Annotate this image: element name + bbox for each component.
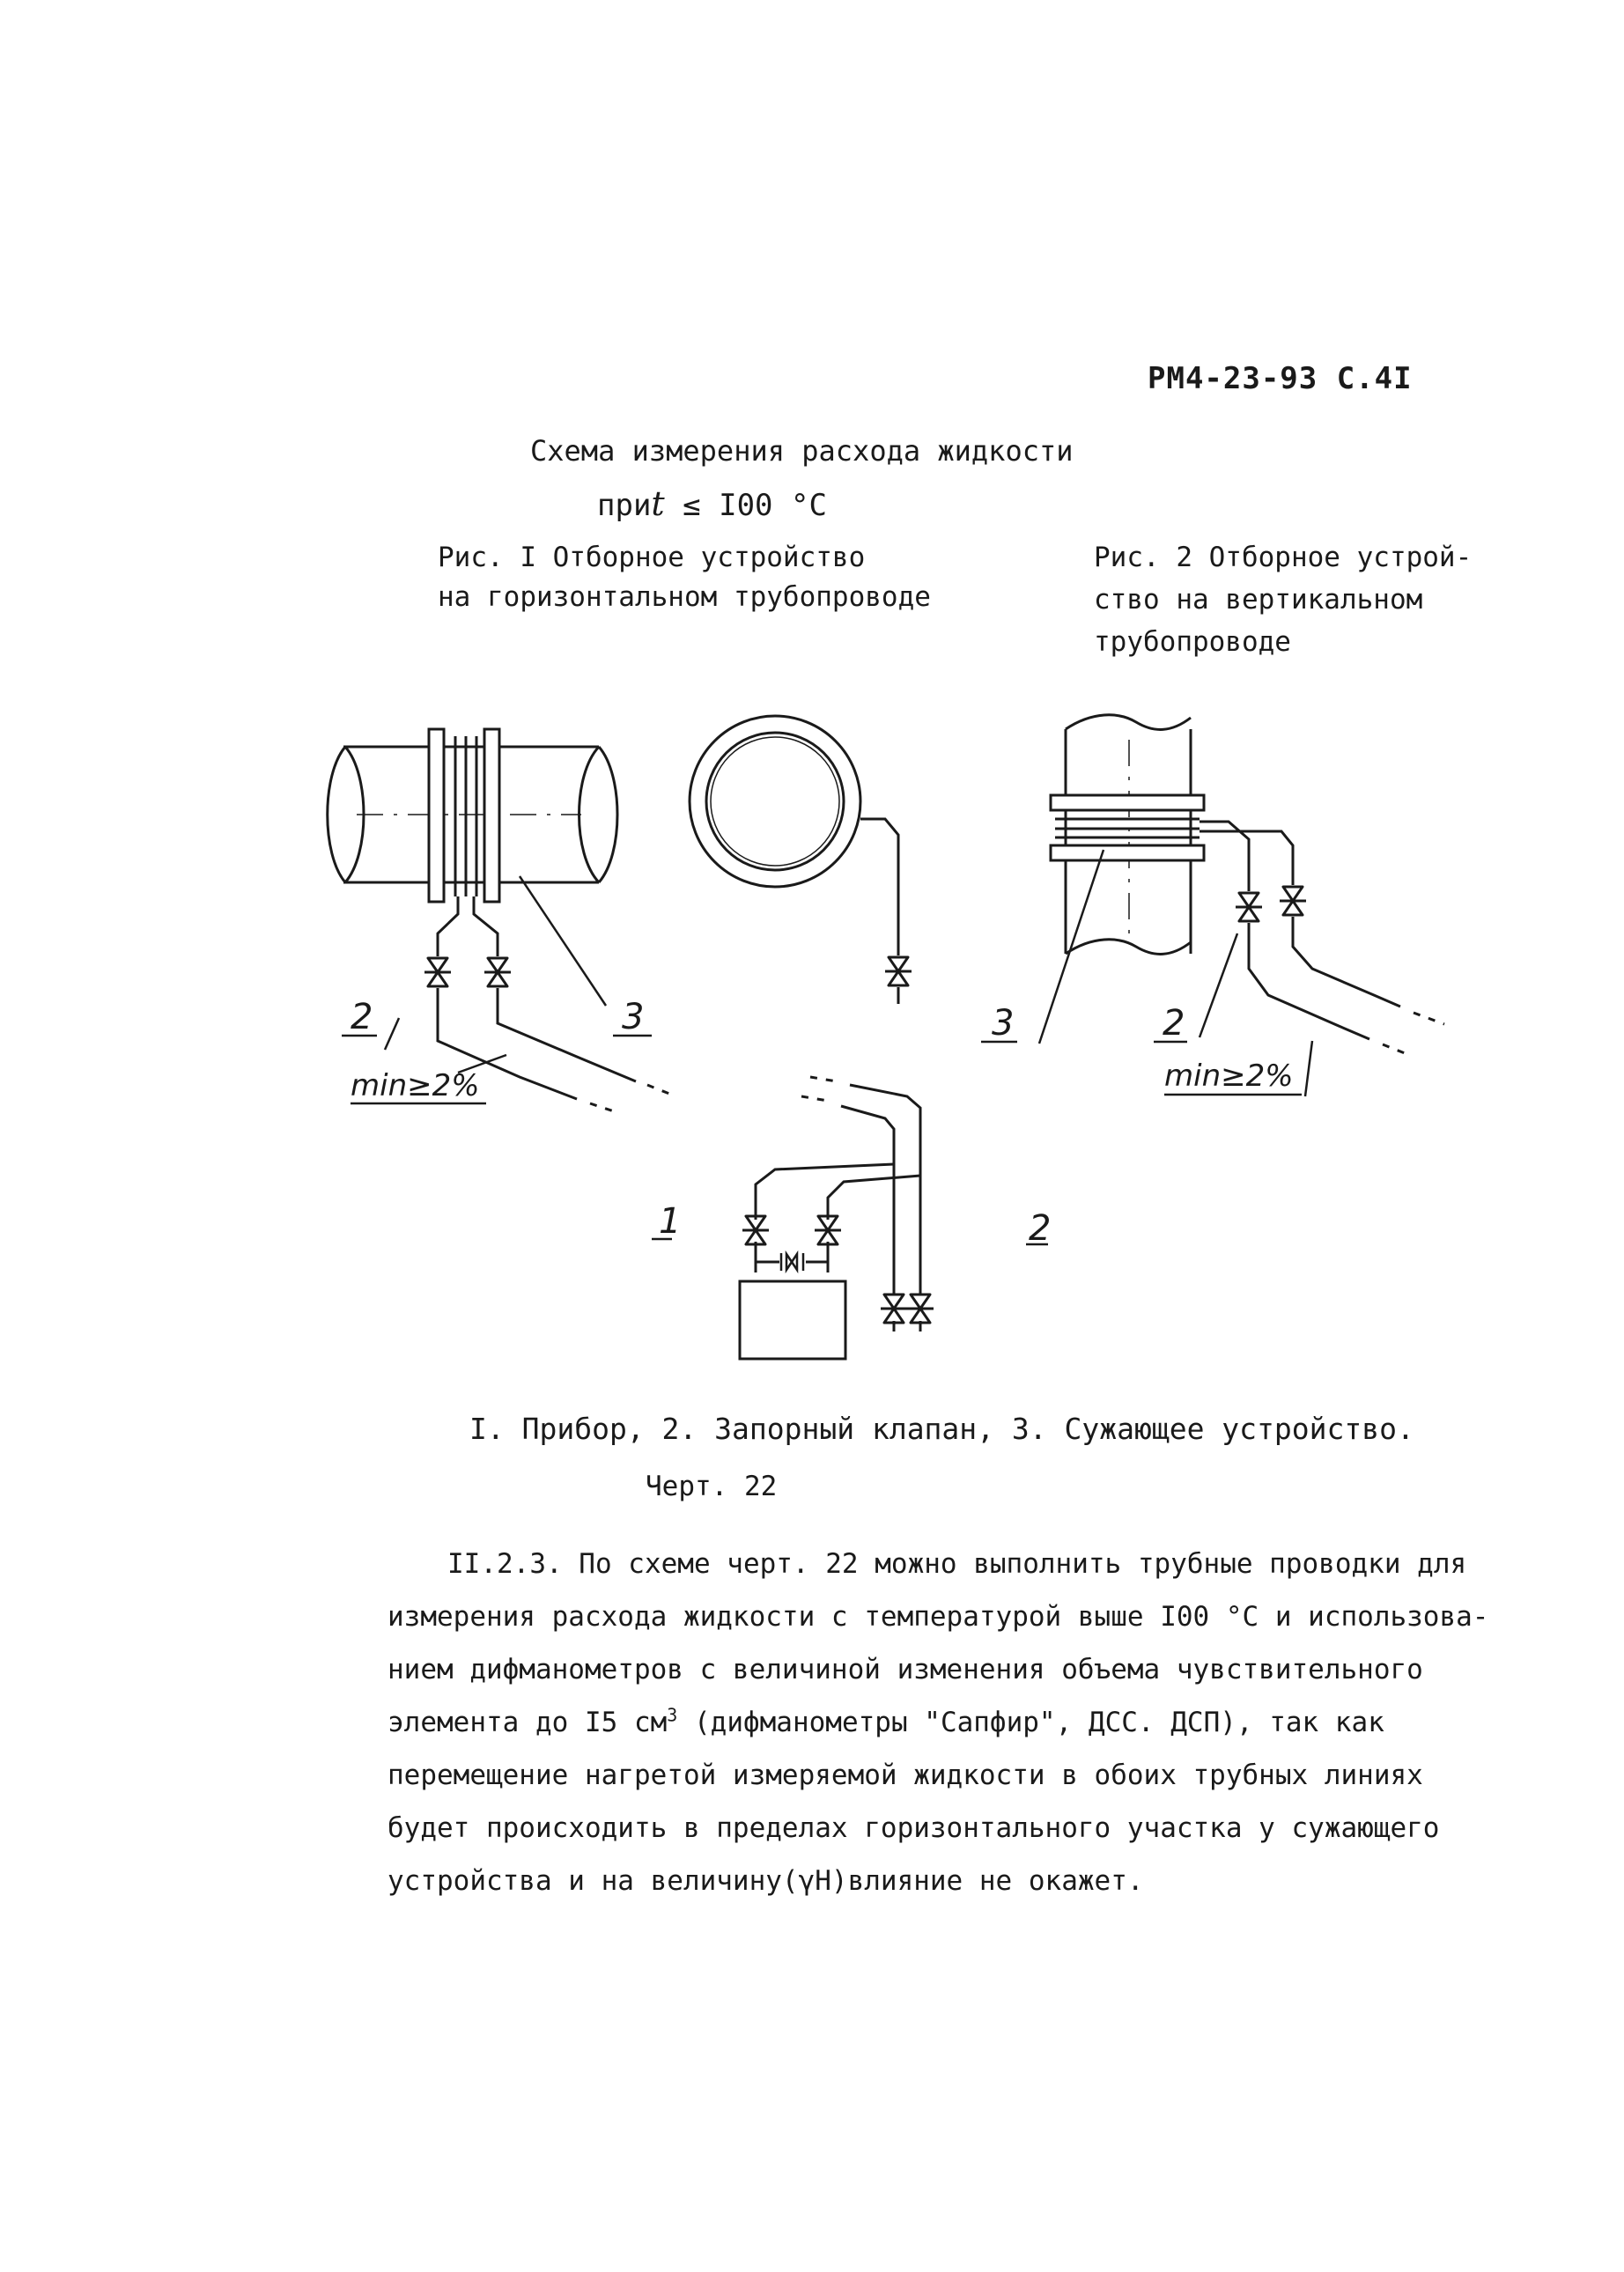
shutoff-valve-instrument-left — [742, 1216, 769, 1244]
paragraph-line-1: II.2.3. По схеме черт. 22 можно выполнить трубные проводки для — [447, 1548, 1467, 1580]
slope-label-fig1: min≥2% — [351, 1068, 480, 1103]
label-3-fig2: 3 — [992, 1003, 1015, 1044]
shutoff-valve-end-view — [885, 957, 912, 985]
label-3-fig1: 3 — [622, 997, 645, 1037]
drain-valve-right — [907, 1295, 934, 1323]
paragraph-line-4-b: (дифманометры "Сапфир", ДСС. ДСП), так как — [677, 1707, 1384, 1738]
shutoff-valve-instrument-right — [815, 1216, 841, 1244]
pipe-end-view — [690, 716, 898, 1004]
instrument-box — [740, 1281, 845, 1359]
drawing-caption: Черт. 22 — [646, 1471, 778, 1502]
condition-prefix: при — [597, 488, 652, 523]
document-code: РМ4-23-93 С.4I — [1148, 361, 1413, 396]
equalizing-valve — [781, 1253, 803, 1271]
paragraph-line-4-superscript: 3 — [667, 1704, 678, 1726]
horizontal-pipe — [328, 747, 617, 882]
fig2-caption-line2: ство на вертикальном — [1094, 584, 1423, 616]
orifice-flanges-horizontal — [429, 729, 499, 902]
paragraph-line-4-a: элемента до I5 см — [388, 1707, 668, 1738]
orifice-flanges-vertical — [1051, 795, 1204, 860]
paragraph-line-2: измерения расхода жидкости с температурой выше I00 °С и использова- — [388, 1601, 1489, 1633]
fig2-caption-line3: трубопроводе — [1094, 626, 1291, 658]
drain-valve-left — [881, 1295, 907, 1323]
shutoff-valve-fig1-left — [424, 958, 451, 986]
condition-variable: t — [651, 484, 665, 523]
legend: I. Прибор, 2. Запорный клапан, 3. Сужающее устройство. — [469, 1412, 1414, 1446]
shutoff-valve-fig1-right — [484, 958, 511, 986]
label-2-bottom: 2 — [1029, 1208, 1052, 1249]
label-1-bottom: 1 — [659, 1201, 682, 1242]
label-2-fig1: 2 — [351, 997, 373, 1037]
label-2-fig2: 2 — [1163, 1003, 1185, 1044]
scheme-title: Схема измерения расхода жидкости — [530, 434, 1074, 468]
fig1-caption-line2: на горизонтальном трубопроводе — [438, 581, 931, 613]
paragraph-line-4 — [388, 1704, 1384, 1738]
fig1-caption-line1: Рис. I Отборное устройство — [438, 542, 866, 573]
paragraph-line-5: перемещение нагретой измеряемой жидкости в обоих трубных линиях — [388, 1759, 1423, 1791]
paragraph-line-3: нием дифманометров с величиной изменения объема чувствительного — [388, 1654, 1423, 1686]
slope-label-fig2: min≥2% — [1164, 1059, 1294, 1094]
shutoff-valve-fig2-left — [1236, 893, 1262, 921]
shutoff-valve-fig2-right — [1280, 887, 1306, 915]
fig2-caption-line1: Рис. 2 Отборное устрой- — [1094, 542, 1473, 573]
paragraph-line-7: устройства и на величину(γH)влияние не окажет. — [388, 1865, 1144, 1897]
paragraph-line-6: будет происходить в пределах горизонтального участка у сужающего — [388, 1812, 1440, 1844]
condition-value: ≤ I00 °С — [664, 488, 827, 523]
vertical-pipe — [1066, 715, 1191, 955]
